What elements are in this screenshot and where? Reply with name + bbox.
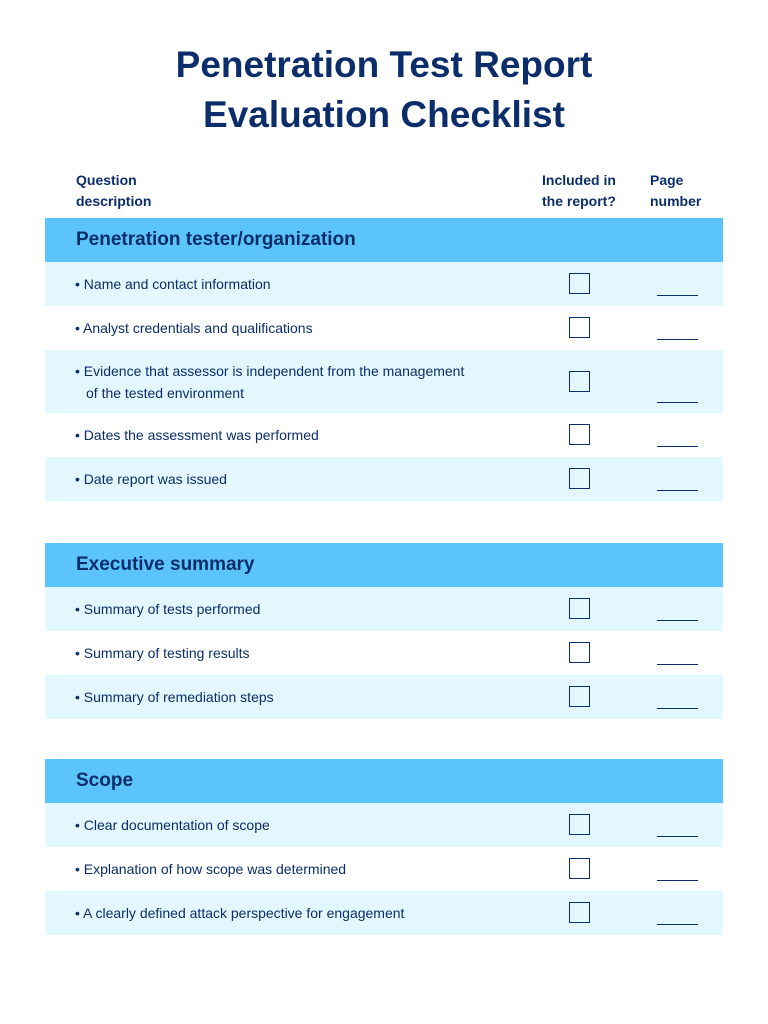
included-checkbox[interactable]	[569, 686, 590, 707]
item-text: • Summary of testing results	[75, 645, 250, 661]
item-text: • A clearly defined attack perspective for engagement	[75, 905, 405, 921]
checklist-row	[45, 891, 723, 935]
included-checkbox[interactable]	[569, 858, 590, 879]
title-line-2: Evaluation Checklist	[203, 94, 565, 135]
section-penetration-tester	[45, 218, 723, 501]
checklist-row	[45, 262, 723, 306]
checklist-row	[45, 457, 723, 501]
column-header-page-number: Page number	[650, 172, 702, 209]
section-header: Executive summary	[45, 543, 723, 587]
item-text: • Date report was issued	[75, 471, 227, 487]
page-number-field[interactable]	[657, 924, 698, 925]
column-header-question: Question description	[76, 172, 152, 209]
included-checkbox[interactable]	[569, 902, 590, 923]
included-checkbox[interactable]	[569, 598, 590, 619]
checklist-row	[45, 306, 723, 350]
included-checkbox[interactable]	[569, 273, 590, 294]
item-text: • Dates the assessment was performed	[75, 427, 319, 443]
item-text: • Analyst credentials and qualifications	[75, 320, 313, 336]
page-number-field[interactable]	[657, 402, 698, 403]
column-header-included: Included in the report?	[542, 172, 616, 209]
page-number-field[interactable]	[657, 295, 698, 296]
title-line-1: Penetration Test Report	[175, 44, 593, 85]
page-number-field[interactable]	[657, 446, 698, 447]
item-text: • Explanation of how scope was determined	[75, 861, 347, 877]
section-executive-summary	[45, 543, 723, 719]
page-number-field[interactable]	[657, 620, 698, 621]
page-number-field[interactable]	[657, 664, 698, 665]
checklist-row	[45, 675, 723, 719]
page-title	[0, 40, 768, 140]
included-checkbox[interactable]	[569, 317, 590, 338]
page-number-field[interactable]	[657, 339, 698, 340]
section-header: Penetration tester/organization	[45, 218, 723, 262]
checklist-row	[45, 631, 723, 675]
item-text: • Evidence that assessor is independent from the management of the tested environment	[75, 362, 465, 401]
included-checkbox[interactable]	[569, 814, 590, 835]
item-text: • Summary of tests performed	[75, 601, 261, 617]
checklist-row	[45, 847, 723, 891]
checklist-row	[45, 803, 723, 847]
section-header: Scope	[45, 759, 723, 803]
checklist-row	[45, 587, 723, 631]
section-scope	[45, 759, 723, 935]
included-checkbox[interactable]	[569, 424, 590, 445]
checklist-row	[45, 350, 723, 413]
page-number-field[interactable]	[657, 836, 698, 837]
included-checkbox[interactable]	[569, 371, 590, 392]
checklist-row	[45, 413, 723, 457]
item-text: • Clear documentation of scope	[75, 817, 270, 833]
page-number-field[interactable]	[657, 880, 698, 881]
included-checkbox[interactable]	[569, 642, 590, 663]
included-checkbox[interactable]	[569, 468, 590, 489]
page-number-field[interactable]	[657, 490, 698, 491]
item-text: • Name and contact information	[75, 276, 271, 292]
item-text: • Summary of remediation steps	[75, 689, 274, 705]
page-number-field[interactable]	[657, 708, 698, 709]
